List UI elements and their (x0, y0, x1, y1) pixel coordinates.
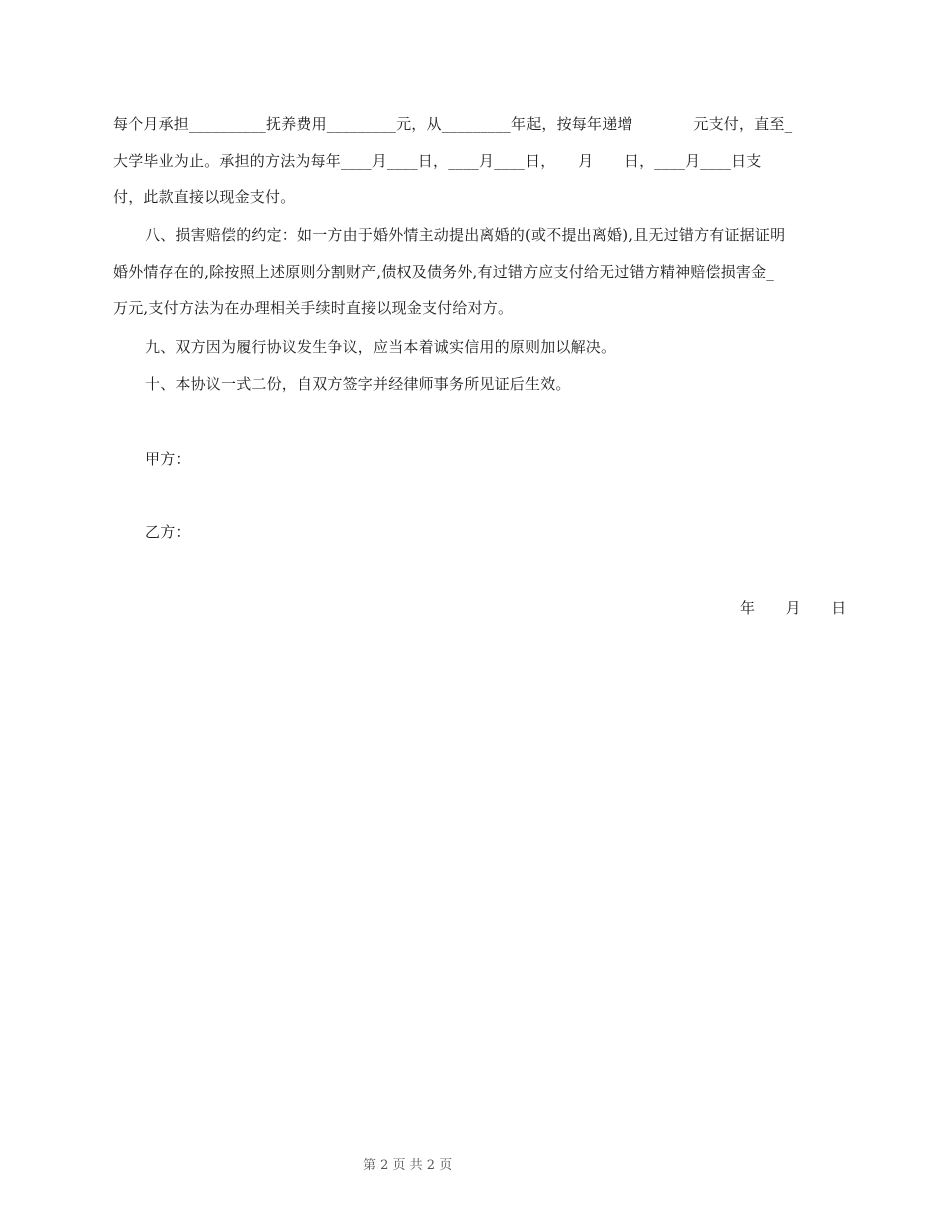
clause-8-line-1: 八、损害赔偿的约定：如一方由于婚外情主动提出离婚的(或不提出离婚),且无过错方有证据证明 (145, 226, 786, 244)
clause-10: 十、本协议一式二份，自双方签字并经律师事务所见证后生效。 (145, 375, 571, 393)
clause-9: 九、双方因为履行协议发生争议，应当本着诚实信用的原则加以解决。 (145, 338, 617, 356)
paragraph-line-3: 付，此款直接以现金支付。 (113, 188, 296, 206)
page-number-footer: 第 2 页 共 2 页 (363, 1158, 453, 1173)
paragraph-line-1: 每个月承担__________抚养费用_________元，从_________年起，按每年递增 元支付，直至_ (113, 115, 793, 133)
signing-date: 年 月 日 (740, 599, 847, 617)
signature-party-a: 甲方： (145, 450, 191, 468)
paragraph-line-2: 大学毕业为止。承担的方法为每年____月____日，____月____日， 月 日，____月____日支 (113, 152, 762, 170)
signature-party-b: 乙方： (145, 523, 191, 541)
clause-8-line-3: 万元,支付方法为在办理相关手续时直接以现金支付给对方。 (113, 299, 514, 317)
clause-8-line-2: 婚外情存在的,除按照上述原则分割财产,债权及债务外,有过错方应支付给无过错方精神赔偿损害金_ (113, 263, 775, 281)
